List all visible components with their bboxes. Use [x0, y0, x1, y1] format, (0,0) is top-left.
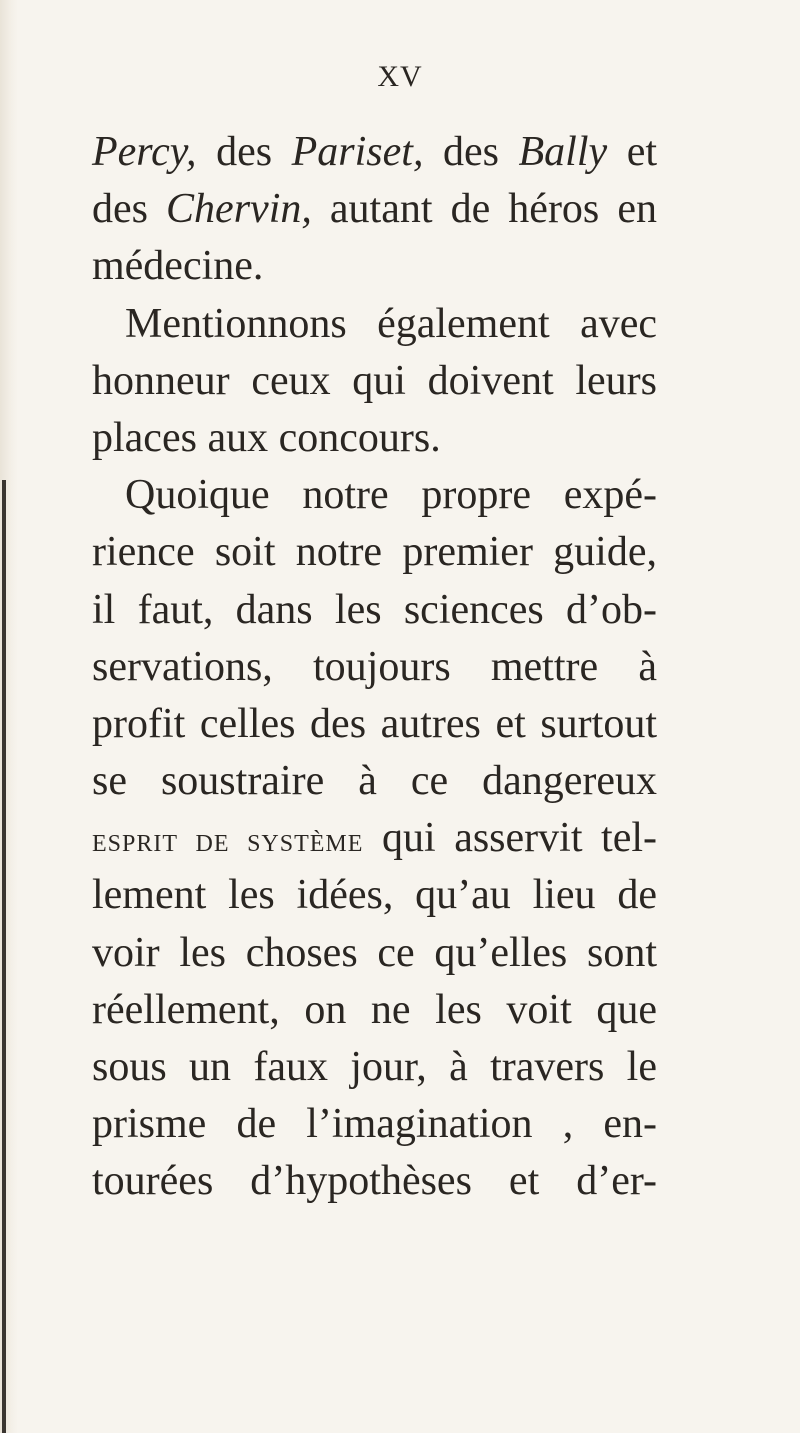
text-segment: profit celles des autres et surtout — [92, 700, 657, 747]
text-segment: lement les idées, qu’au lieu de — [92, 872, 657, 919]
text-segment: esprit de système — [92, 822, 364, 860]
text-line — [92, 296, 657, 353]
text-line — [92, 582, 657, 639]
text-line — [92, 810, 657, 867]
text-segment: Mentionnons également avec — [125, 300, 657, 347]
text-segment: il faut, dans les sciences d’ob- — [92, 586, 657, 633]
text-segment: rience soit notre premier guide, — [92, 529, 657, 576]
text-segment: honneur ceux qui doivent leurs — [92, 357, 657, 404]
text-segment: Quoique notre propre expé- — [125, 472, 657, 519]
text-line — [92, 1153, 657, 1210]
text-segment: sous un faux jour, à travers le — [92, 1044, 657, 1090]
text-line — [92, 925, 657, 982]
text-line — [92, 639, 657, 696]
text-line — [92, 124, 657, 181]
body-text — [92, 124, 657, 1211]
text-segment: des — [196, 129, 292, 175]
text-line — [92, 353, 657, 410]
text-line — [92, 524, 657, 581]
text-segment: Bally — [518, 129, 608, 175]
text-segment: prisme de l’imagination , en- — [92, 1101, 657, 1148]
text-line — [92, 753, 657, 810]
page-number: XV — [377, 60, 423, 93]
text-segment: voir les choses ce qu’elles sont — [92, 929, 657, 976]
text-segment: qui asservit tel- — [363, 815, 657, 862]
text-segment: médecine. — [92, 243, 264, 290]
text-segment: des — [92, 186, 167, 233]
text-line — [92, 181, 657, 238]
binding-shadow-line — [2, 480, 6, 1433]
text-segment: autant de héros en — [311, 186, 657, 233]
text-segment: places aux concours. — [92, 414, 441, 461]
text-line — [92, 1039, 657, 1096]
text-segment: des — [423, 129, 519, 175]
text-line — [92, 410, 657, 467]
text-segment: se soustraire à ce dangereux — [92, 758, 657, 805]
text-line — [92, 1096, 657, 1153]
text-segment: Chervin, — [166, 186, 312, 233]
text-segment: et — [607, 129, 657, 175]
text-segment: Pariset, — [291, 129, 424, 175]
text-line — [92, 238, 657, 295]
text-line — [92, 867, 657, 924]
text-segment: réellement, on ne les voit que — [92, 986, 657, 1033]
text-segment: Percy, — [92, 129, 197, 175]
text-line — [92, 982, 657, 1039]
text-line — [92, 696, 657, 753]
text-segment: tourées d’hypothèses et d’er- — [92, 1158, 657, 1205]
text-segment: servations, toujours mettre à — [92, 643, 657, 690]
text-line — [92, 467, 657, 524]
